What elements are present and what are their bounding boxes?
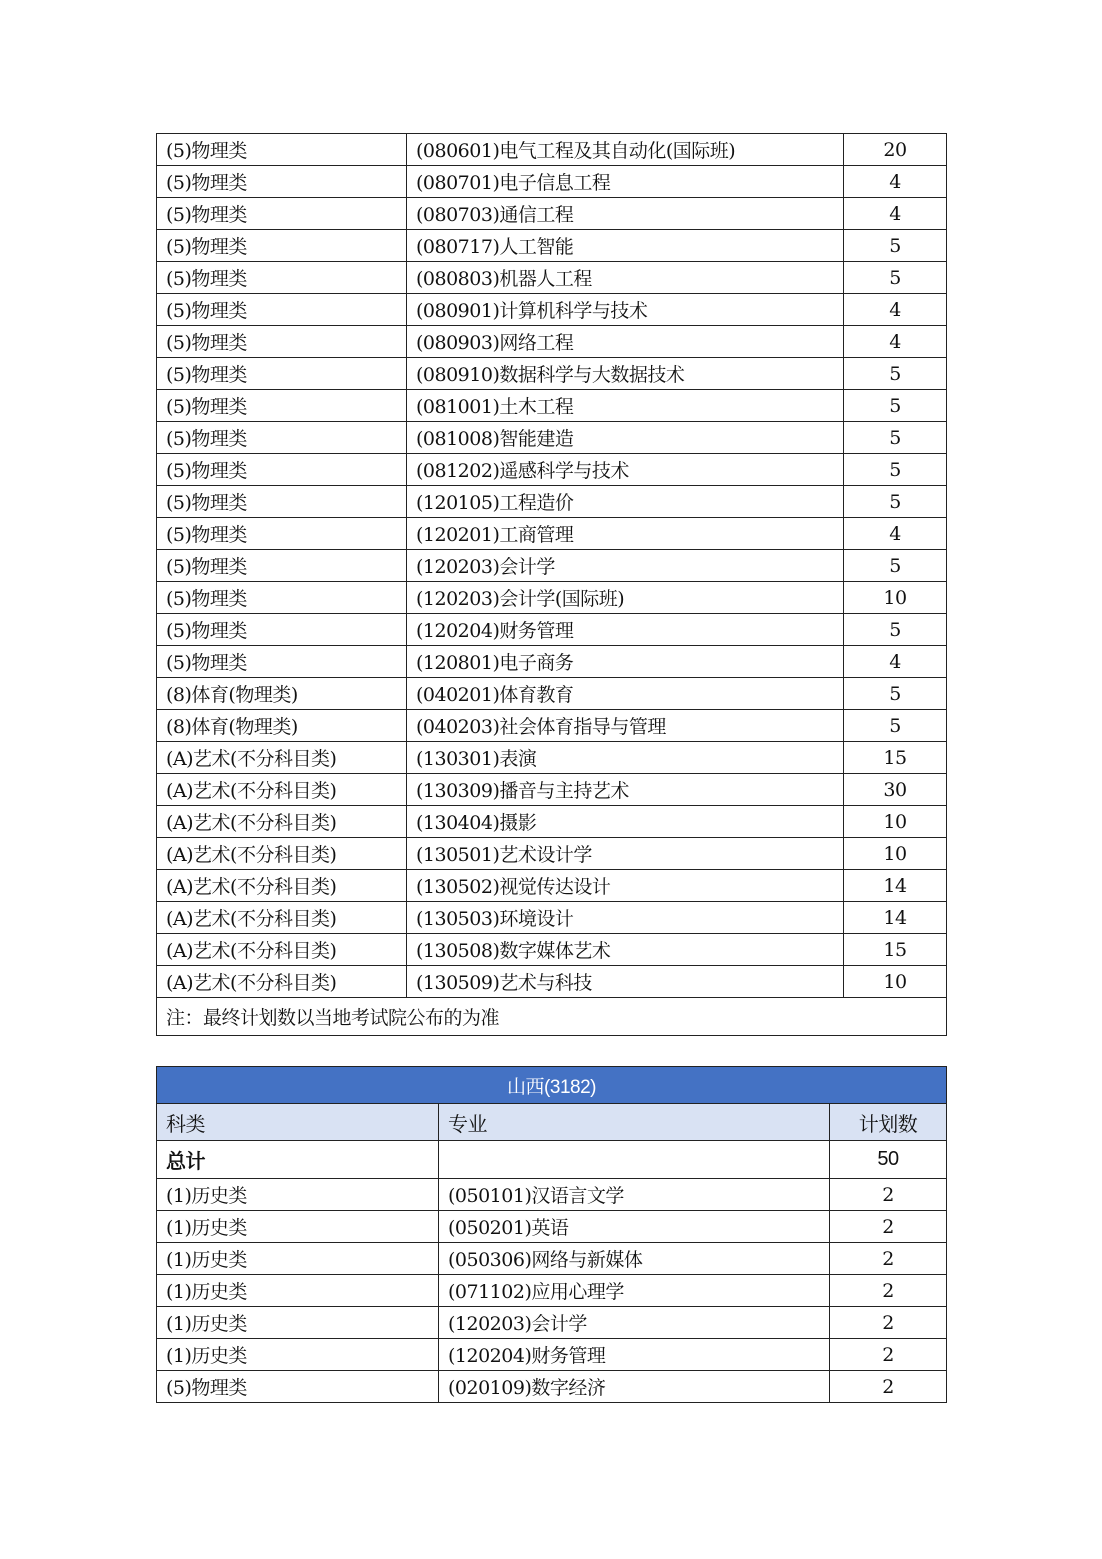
category-cell: (1)历史类 <box>157 1211 439 1243</box>
header-plan: 计划数 <box>830 1104 947 1141</box>
plan-cell: 5 <box>844 678 947 710</box>
major-cell: (080910)数据科学与大数据技术 <box>407 358 844 390</box>
table-row <box>157 262 947 294</box>
major-cell: (130509)艺术与科技 <box>407 966 844 998</box>
plan-cell: 10 <box>844 806 947 838</box>
table-row <box>157 486 947 518</box>
total-label: 总计 <box>157 1141 439 1179</box>
table-row <box>157 838 947 870</box>
table-row <box>157 230 947 262</box>
major-cell: (080903)网络工程 <box>407 326 844 358</box>
header-major: 专业 <box>439 1104 830 1141</box>
plan-cell: 5 <box>844 614 947 646</box>
category-cell: (1)历史类 <box>157 1339 439 1371</box>
plan-cell: 4 <box>844 646 947 678</box>
major-cell: (120203)会计学 <box>407 550 844 582</box>
major-cell: (071102)应用心理学 <box>439 1275 830 1307</box>
table-row <box>157 166 947 198</box>
major-cell: (081001)土木工程 <box>407 390 844 422</box>
plan-cell: 2 <box>830 1307 947 1339</box>
major-cell: (120204)财务管理 <box>439 1339 830 1371</box>
category-cell: (5)物理类 <box>157 518 407 550</box>
header-row <box>157 1104 947 1141</box>
major-cell: (130508)数字媒体艺术 <box>407 934 844 966</box>
category-cell: (5)物理类 <box>157 454 407 486</box>
plan-cell: 10 <box>844 582 947 614</box>
major-cell: (050306)网络与新媒体 <box>439 1243 830 1275</box>
table-row <box>157 870 947 902</box>
table-row <box>157 614 947 646</box>
major-cell: (120201)工商管理 <box>407 518 844 550</box>
table-row <box>157 1243 947 1275</box>
plan-cell: 5 <box>844 422 947 454</box>
major-cell: (080703)通信工程 <box>407 198 844 230</box>
category-cell: (5)物理类 <box>157 646 407 678</box>
plan-cell: 5 <box>844 390 947 422</box>
plan-cell: 5 <box>844 262 947 294</box>
category-cell: (A)艺术(不分科目类) <box>157 966 407 998</box>
table-row <box>157 518 947 550</box>
major-cell: (080601)电气工程及其自动化(国际班) <box>407 134 844 166</box>
category-cell: (5)物理类 <box>157 614 407 646</box>
note-text: 注：最终计划数以当地考试院公布的为准 <box>157 998 947 1036</box>
table-row <box>157 1211 947 1243</box>
category-cell: (1)历史类 <box>157 1307 439 1339</box>
category-cell: (8)体育(物理类) <box>157 678 407 710</box>
table-row <box>157 902 947 934</box>
plan-cell: 4 <box>844 518 947 550</box>
table-row <box>157 966 947 998</box>
category-cell: (5)物理类 <box>157 294 407 326</box>
major-cell: (020109)数字经济 <box>439 1371 830 1403</box>
plan-cell: 5 <box>844 710 947 742</box>
category-cell: (5)物理类 <box>157 582 407 614</box>
plan-cell: 5 <box>844 358 947 390</box>
plan-cell: 5 <box>844 454 947 486</box>
table-row <box>157 934 947 966</box>
table-row <box>157 582 947 614</box>
table-row <box>157 326 947 358</box>
major-cell: (040203)社会体育指导与管理 <box>407 710 844 742</box>
major-cell: (130501)艺术设计学 <box>407 838 844 870</box>
category-cell: (1)历史类 <box>157 1275 439 1307</box>
major-cell: (081008)智能建造 <box>407 422 844 454</box>
major-cell: (120105)工程造价 <box>407 486 844 518</box>
plan-cell: 2 <box>830 1275 947 1307</box>
note-row <box>157 998 947 1036</box>
category-cell: (A)艺术(不分科目类) <box>157 870 407 902</box>
category-cell: (1)历史类 <box>157 1179 439 1211</box>
table-row <box>157 422 947 454</box>
enrollment-plan-table-continued <box>156 133 947 1036</box>
major-cell: (120801)电子商务 <box>407 646 844 678</box>
table-row <box>157 294 947 326</box>
table-row <box>157 1179 947 1211</box>
category-cell: (5)物理类 <box>157 166 407 198</box>
plan-cell: 5 <box>844 486 947 518</box>
table-row <box>157 358 947 390</box>
region-title: 山西(3182) <box>157 1067 947 1104</box>
major-cell: (050201)英语 <box>439 1211 830 1243</box>
table-row <box>157 1371 947 1403</box>
total-major <box>439 1141 830 1179</box>
plan-cell: 2 <box>830 1339 947 1371</box>
table-row <box>157 1275 947 1307</box>
major-cell: (080901)计算机科学与技术 <box>407 294 844 326</box>
category-cell: (1)历史类 <box>157 1243 439 1275</box>
category-cell: (A)艺术(不分科目类) <box>157 902 407 934</box>
table-row <box>157 1339 947 1371</box>
category-cell: (A)艺术(不分科目类) <box>157 774 407 806</box>
major-cell: (130309)播音与主持艺术 <box>407 774 844 806</box>
major-cell: (130301)表演 <box>407 742 844 774</box>
plan-cell: 2 <box>830 1179 947 1211</box>
major-cell: (120203)会计学(国际班) <box>407 582 844 614</box>
plan-cell: 5 <box>844 230 947 262</box>
plan-cell: 20 <box>844 134 947 166</box>
table-row <box>157 646 947 678</box>
plan-cell: 14 <box>844 902 947 934</box>
plan-cell: 2 <box>830 1371 947 1403</box>
major-cell: (120204)财务管理 <box>407 614 844 646</box>
table-row <box>157 710 947 742</box>
plan-cell: 4 <box>844 166 947 198</box>
table-row <box>157 134 947 166</box>
table-row <box>157 774 947 806</box>
category-cell: (5)物理类 <box>157 198 407 230</box>
plan-cell: 4 <box>844 326 947 358</box>
plan-cell: 14 <box>844 870 947 902</box>
category-cell: (8)体育(物理类) <box>157 710 407 742</box>
category-cell: (5)物理类 <box>157 326 407 358</box>
category-cell: (A)艺术(不分科目类) <box>157 806 407 838</box>
major-cell: (050101)汉语言文学 <box>439 1179 830 1211</box>
major-cell: (081202)遥感科学与技术 <box>407 454 844 486</box>
major-cell: (120203)会计学 <box>439 1307 830 1339</box>
plan-cell: 5 <box>844 550 947 582</box>
plan-cell: 2 <box>830 1243 947 1275</box>
category-cell: (5)物理类 <box>157 486 407 518</box>
major-cell: (130502)视觉传达设计 <box>407 870 844 902</box>
category-cell: (5)物理类 <box>157 262 407 294</box>
category-cell: (A)艺术(不分科目类) <box>157 838 407 870</box>
plan-cell: 10 <box>844 966 947 998</box>
shanxi-enrollment-plan-table <box>156 1066 947 1403</box>
table-row <box>157 198 947 230</box>
plan-cell: 30 <box>844 774 947 806</box>
table-row <box>157 550 947 582</box>
category-cell: (5)物理类 <box>157 550 407 582</box>
plan-cell: 4 <box>844 294 947 326</box>
category-cell: (5)物理类 <box>157 390 407 422</box>
plan-cell: 10 <box>844 838 947 870</box>
plan-cell: 15 <box>844 742 947 774</box>
category-cell: (5)物理类 <box>157 422 407 454</box>
table-row <box>157 742 947 774</box>
major-cell: (130503)环境设计 <box>407 902 844 934</box>
category-cell: (5)物理类 <box>157 230 407 262</box>
table-row <box>157 806 947 838</box>
major-cell: (130404)摄影 <box>407 806 844 838</box>
major-cell: (080803)机器人工程 <box>407 262 844 294</box>
total-plan: 50 <box>830 1141 947 1179</box>
table-row <box>157 454 947 486</box>
category-cell: (A)艺术(不分科目类) <box>157 742 407 774</box>
category-cell: (A)艺术(不分科目类) <box>157 934 407 966</box>
category-cell: (5)物理类 <box>157 358 407 390</box>
table-row <box>157 678 947 710</box>
total-row <box>157 1141 947 1179</box>
table-row <box>157 1307 947 1339</box>
plan-cell: 2 <box>830 1211 947 1243</box>
major-cell: (040201)体育教育 <box>407 678 844 710</box>
category-cell: (5)物理类 <box>157 134 407 166</box>
major-cell: (080717)人工智能 <box>407 230 844 262</box>
table-row <box>157 390 947 422</box>
header-category: 科类 <box>157 1104 439 1141</box>
region-title-row <box>157 1067 947 1104</box>
plan-cell: 15 <box>844 934 947 966</box>
major-cell: (080701)电子信息工程 <box>407 166 844 198</box>
plan-cell: 4 <box>844 198 947 230</box>
category-cell: (5)物理类 <box>157 1371 439 1403</box>
